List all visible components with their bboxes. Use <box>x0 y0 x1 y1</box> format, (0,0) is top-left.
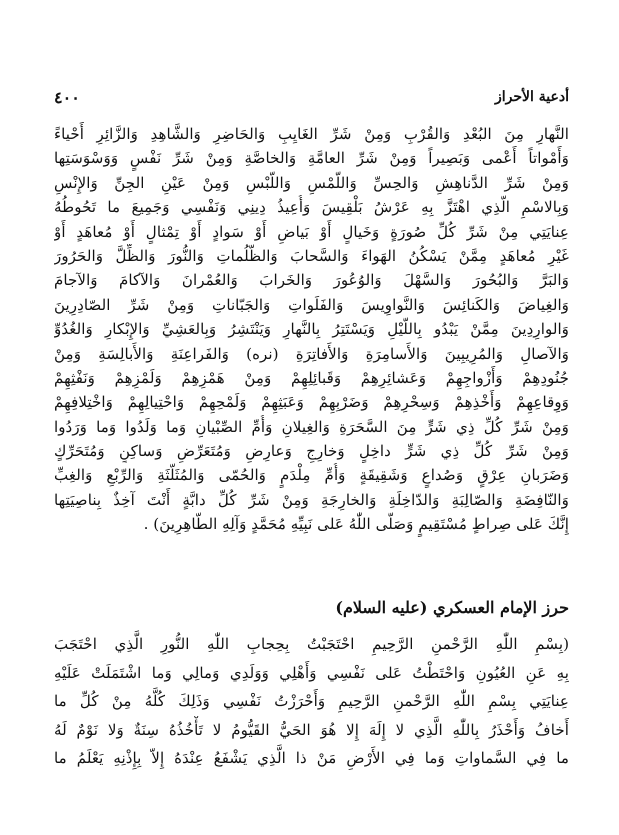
text-line: وَضَرَبانِ عِرْقٍ وَصُداعٍ وَشَقِيقَةٍ وَأُمِّ مِلْدَمٍ وَالحُمّى وَالمُثَلَّثَةِ وَالرِّبْعِ وَالغِبِّ <box>54 466 569 485</box>
text-line: وَالبَرَّ وَالبُحُورَ وَالسَّهْلَ وَالوُعُورَ وَالخَرابَ وَالعُمْرانَ وَالآكامَ وَالآجامَ <box>54 271 569 290</box>
page-header <box>54 84 569 110</box>
text-line: وَالآصالِ وَالمُرِيبِينَ وَالأَسامِرَةِ وَالأَفاتِرَةِ (نره) وَالفَراعِنَةِ وَالأَبالِسَةِ وَمِنْ <box>54 344 569 363</box>
section-heading: حرز الإمام العسكري (عليه السلام) <box>335 598 569 617</box>
text-line: بِهِ عَنِ العُيُونِ وَاحْتَطْتُ عَلى نَفْسِي وَأَهْلِي وَوَلَدِي وَمالِي وَما اشْتَمَلَتْ عَلَيْهِ <box>54 663 569 682</box>
text-line: وَأَمْواتاً أَعْمى وَبَصِيراً وَمِنْ شَرِّ العامَّةِ وَالخاصَّةِ وَمِنْ شَرِّ نَفْسٍ وَوَسْوَسَتِها <box>54 149 569 168</box>
text-line: أَخافُ وَأَحْذَرُ بِاللّٰهِ الَّذِي لا إِلَهَ إِلا هُوَ الحَيُّ القَيُّومُ لا تَأْخُذُهُ سِنَةٌ وَلا نَوْمٌ لَهُ <box>54 720 569 739</box>
text-line: وَالغِياضَ وَالكَنائِسَ وَالنَّواوِيسَ وَالفَلَواتِ وَالجَبّاناتِ وَمِنْ شَرِّ الصّادِرِينَ <box>54 295 569 314</box>
main-paragraph <box>54 122 569 537</box>
text-line: وَوِقاعِهِمْ وَأَخْذِهِمْ وَسِحْرِهِمْ وَضَرْبِهِمْ وَعَبَثِهِمْ وَلَمْحِهِمْ وَاحْتِيالِهِمْ وَاخْتِلافِهِمْ <box>54 393 569 412</box>
page-number: ٤٠٠ <box>54 87 80 107</box>
text-line: (بِسْمِ اللّٰهِ الرَّحْمنِ الرَّحِيمِ احْتَجَبْتُ بِحِجابِ اللّٰهِ النُّورِ الَّذِي احْتَجَبَ <box>54 635 569 653</box>
text-line: وَبِالاسْمِ الَّذِي اهْتَزَّ بِهِ عَرْشُ بَلْقِيسَ وَأُعِيذُ دِينِي وَنَفْسِي وَجَمِيعَ ما تَحُوطُهُ <box>54 198 569 217</box>
text-line: عِنايَتِي بِسْمِ اللّٰهِ الرَّحْمنِ الرَّحِيمِ وَأَحْرَزْتُ نَفْسِي وَذَلِكَ كُلَّهُ مِنْ كُلِّ ما <box>54 692 569 710</box>
text-line: غَيْرِ مُعاهَدٍ مِمَّنْ يَسْكُنُ الهَواءَ وَالسَّحابَ وَالظُّلُماتِ وَالنُّورَ وَالظِّلَّ وَالحَرُورَ <box>54 246 569 265</box>
text-line: وَمِنْ شَرِّ كُلِّ ذِي شَرٍّ داخِلٍ وَخارِجٍ وَعارِضٍ وَمُتَعَرِّضٍ وَساكِنٍ وَمُتَحَرِّكٍ <box>54 442 569 461</box>
text-line: إِنَّكَ عَلى صِراطٍ مُسْتَقِيمٍ وَصَلَّى اللّٰهُ عَلى نَبِيِّهِ مُحَمَّدٍ وَآلِهِ الطّاهِرِينَ) . <box>143 515 569 534</box>
book-title: أدعية الأحراز <box>495 89 569 105</box>
text-line: النَّهارِ مِنَ البُعْدِ وَالقُرْبِ وَمِنْ شَرِّ الغَايِبِ وَالحَاضِرِ وَالشَّاهِدِ وَالزَّائِرِ أَحْياءً <box>54 125 569 143</box>
text-line: وَالوارِدِينَ مِمَّنْ يَبْدُو بِاللَّيْلِ وَيَسْتَتِرُ بِالنَّهارِ وَيَنْتَشِرُ وَبِالعَشِيِّ وَالإِبْكارِ وَالغُدُوِّ <box>54 320 569 339</box>
text-line: وَالنّافِضَةِ وَالصّالِبَةِ وَالدّاخِلَةِ وَالخارِجَةِ وَمِنْ شَرِّ كُلِّ دابَّةٍ أَنْتَ آخِذٌ بِناصِيَتِها <box>54 490 569 509</box>
text-line: ما فِي السَّماواتِ وَما فِي الأَرْضِ مَنْ ذا الَّذِي يَشْفَعُ عِنْدَهُ إِلاّ بِإِذْنِهِ يَعْلَمُ ما <box>54 749 569 767</box>
section-paragraph <box>54 630 569 773</box>
text-line: جُنُودِهِمْ وَأَزْواجِهِمْ وَعَشائِرِهِمْ وَقَبائِلِهِمْ وَمِنْ هَمْزِهِمْ وَلَمْزِهِمْ وَنَفْثِهِمْ <box>54 368 569 387</box>
text-line: وَمِنْ شَرِّ الدَّناهِشِ وَالحِسِّ وَاللَّمْسِ وَاللُّبْسِ وَمِنْ عَيْنِ الجِنِّ وَالإِنْسِ <box>54 173 569 192</box>
text-line: عِنايَتِي مِنْ شَرِّ كُلِّ صُورَةٍ وَخَيالٍ أَوْ بَياضٍ أَوْ سَوادٍ أَوْ تِمْثالٍ أَوْ مُعاهَدٍ أَوْ <box>54 222 569 241</box>
text-line: وَمِنْ شَرِّ كُلِّ ذِي شَرٍّ مِنَ السَّحَرَةِ وَالغِيلانِ وَأُمِّ الصِّبْيانِ وَما وَلَدُوا وَما وَرَدُوا <box>54 417 569 436</box>
